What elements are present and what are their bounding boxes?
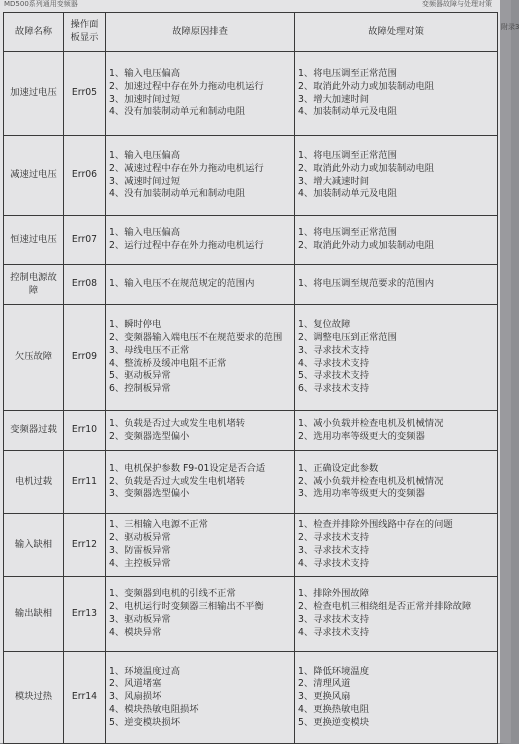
cause-line: 2、变频器选型偏小 bbox=[109, 430, 190, 442]
cause-cell bbox=[106, 305, 295, 411]
fault-name-cell: 电机过载 bbox=[4, 451, 64, 514]
cause-line: 2、电机运行时变频器三相输出不平衡 bbox=[109, 601, 264, 613]
cause-line: 4、没有加装制动单元和制动电阻 bbox=[109, 106, 246, 118]
cause-line: 1、负载是否过大或发生电机堵转 bbox=[109, 417, 246, 429]
cause-line: 2、变频器输入端电压不在规范要求的范围 bbox=[109, 331, 283, 343]
action-line: 2、取消此外动力或加装制动电阻 bbox=[298, 240, 435, 251]
fault-table bbox=[3, 12, 498, 744]
action-line: 1、复位故障 bbox=[298, 319, 351, 331]
action-line: 2、减小负载并检查电机及机械情况 bbox=[298, 475, 444, 487]
fault-name-cell: 控制电源故障 bbox=[4, 265, 64, 305]
cause-line: 3、驱动板异常 bbox=[109, 614, 171, 625]
cause-line: 4、没有加装制动单元和制动电阻 bbox=[109, 188, 246, 200]
cause-line: 4、模块异常 bbox=[109, 626, 162, 638]
cause-line: 1、环境温度过高 bbox=[109, 665, 180, 677]
action-line: 1、正确设定此参数 bbox=[298, 462, 379, 474]
cause-line: 3、母线电压不正常 bbox=[109, 344, 190, 356]
cause-line: 1、输入电压偏高 bbox=[109, 67, 180, 79]
action-line: 2、选用功率等级更大的变频器 bbox=[298, 430, 425, 442]
action-line: 1、将电压调至正常范围 bbox=[298, 227, 397, 239]
running-header bbox=[0, 0, 500, 8]
cause-line: 6、控制板异常 bbox=[109, 383, 171, 395]
action-line: 3、寻求技术支持 bbox=[298, 545, 369, 556]
cause-line: 1、电机保护参数 F9-01设定是否合适 bbox=[109, 462, 266, 474]
action-line: 1、将电压调至正常范围 bbox=[298, 149, 397, 161]
action-line: 5、寻求技术支持 bbox=[298, 370, 369, 382]
action-line: 1、将电压调至正常范围 bbox=[298, 67, 397, 79]
action-line: 2、检查电机三相绕组是否正常并排除故障 bbox=[298, 601, 472, 613]
action-cell bbox=[295, 652, 498, 744]
cause-line: 2、驱动板异常 bbox=[109, 532, 171, 544]
action-cell bbox=[295, 265, 498, 305]
cause-line: 1、输入电压偏高 bbox=[109, 227, 180, 239]
column-header-cause: 故障原因排查 bbox=[106, 13, 295, 52]
fault-code-cell: Err13 bbox=[64, 577, 106, 652]
header-left-text: MD500系列通用变频器 bbox=[4, 0, 78, 8]
table-row bbox=[4, 411, 498, 451]
table-row bbox=[4, 216, 498, 265]
table-row bbox=[4, 652, 498, 744]
action-cell bbox=[295, 451, 498, 514]
cause-line: 5、驱动板异常 bbox=[109, 370, 171, 382]
table-row bbox=[4, 136, 498, 216]
action-line: 2、寻求技术支持 bbox=[298, 532, 369, 544]
action-line: 4、加装制动单元及电阻 bbox=[298, 188, 397, 200]
cause-cell bbox=[106, 52, 295, 136]
action-line: 2、取消此外动力或加装制动电阻 bbox=[298, 162, 435, 174]
cause-line: 3、防雷板异常 bbox=[109, 545, 171, 556]
column-header-action: 故障处理对策 bbox=[295, 13, 498, 52]
action-line: 1、检查并排除外围线路中存在的问题 bbox=[298, 519, 453, 531]
cause-cell bbox=[106, 265, 295, 305]
column-header-fault-name: 故障名称 bbox=[4, 13, 64, 52]
action-line: 3、寻求技术支持 bbox=[298, 614, 369, 625]
cause-cell bbox=[106, 652, 295, 744]
action-line: 3、寻求技术支持 bbox=[298, 344, 369, 356]
fault-code-cell: Err05 bbox=[64, 52, 106, 136]
cause-line: 3、风扇损坏 bbox=[109, 691, 162, 703]
fault-code-cell: Err12 bbox=[64, 514, 106, 577]
action-line: 3、增大加速时间 bbox=[298, 93, 369, 105]
cause-line: 2、风道堵塞 bbox=[109, 678, 162, 690]
cause-line: 1、输入电压不在规范规定的范围内 bbox=[109, 278, 255, 290]
fault-code-cell: Err08 bbox=[64, 265, 106, 305]
cause-line: 3、变频器选型偏小 bbox=[109, 488, 190, 500]
action-line: 3、选用功率等级更大的变频器 bbox=[298, 488, 425, 500]
table-row bbox=[4, 577, 498, 652]
fault-code-cell: Err11 bbox=[64, 451, 106, 514]
fault-name-cell: 变频器过载 bbox=[4, 411, 64, 451]
table-row bbox=[4, 52, 498, 136]
action-cell bbox=[295, 305, 498, 411]
action-line: 1、将电压调至规范要求的范围内 bbox=[298, 278, 435, 290]
cause-cell bbox=[106, 136, 295, 216]
action-line: 2、取消此外动力或加装制动电阻 bbox=[298, 80, 435, 92]
cause-line: 4、模块热敏电阻损坏 bbox=[109, 703, 199, 715]
cause-cell bbox=[106, 411, 295, 451]
cause-line: 1、输入电压偏高 bbox=[109, 149, 180, 161]
action-line: 4、寻求技术支持 bbox=[298, 557, 369, 569]
cause-line: 1、变频器到电机的引线不正常 bbox=[109, 588, 236, 600]
action-line: 3、更换风扇 bbox=[298, 691, 351, 703]
cause-line: 3、减速时间过短 bbox=[109, 175, 180, 187]
action-line: 1、降低环境温度 bbox=[298, 665, 369, 677]
fault-code-cell: Err07 bbox=[64, 216, 106, 265]
fault-name-cell: 加速过电压 bbox=[4, 52, 64, 136]
fault-code-cell: Err06 bbox=[64, 136, 106, 216]
cause-line: 2、加速过程中存在外力拖动电机运行 bbox=[109, 80, 264, 92]
action-line: 3、增大减速时间 bbox=[298, 175, 369, 187]
action-line: 4、寻求技术支持 bbox=[298, 357, 369, 369]
action-line: 4、加装制动单元及电阻 bbox=[298, 106, 397, 118]
action-line: 1、排除外围故障 bbox=[298, 588, 369, 600]
cause-cell bbox=[106, 577, 295, 652]
fault-code-cell: Err14 bbox=[64, 652, 106, 744]
column-header-panel-display: 操作面板显示 bbox=[64, 13, 106, 52]
action-line: 4、更换热敏电阻 bbox=[298, 703, 369, 715]
table-row bbox=[4, 305, 498, 411]
action-line: 6、寻求技术支持 bbox=[298, 383, 369, 395]
edge-label: 附录3 bbox=[501, 23, 519, 31]
next-page-edge bbox=[500, 0, 519, 743]
action-cell bbox=[295, 136, 498, 216]
cause-line: 4、主控板异常 bbox=[109, 557, 171, 569]
table-row bbox=[4, 265, 498, 305]
cause-line: 3、加速时间过短 bbox=[109, 93, 180, 105]
table-row bbox=[4, 514, 498, 577]
cause-cell bbox=[106, 451, 295, 514]
table-header-row bbox=[4, 13, 498, 52]
cause-line: 2、减速过程中存在外力拖动电机运行 bbox=[109, 162, 264, 174]
cause-cell bbox=[106, 514, 295, 577]
action-cell bbox=[295, 216, 498, 265]
fault-table-body bbox=[4, 52, 498, 744]
action-line: 4、寻求技术支持 bbox=[298, 626, 369, 638]
action-cell bbox=[295, 411, 498, 451]
header-right-text: 变频器故障与处理对策 bbox=[422, 0, 492, 8]
action-cell bbox=[295, 52, 498, 136]
fault-code-cell: Err09 bbox=[64, 305, 106, 411]
cause-line: 1、三相输入电源不正常 bbox=[109, 519, 208, 531]
cause-line: 1、瞬时停电 bbox=[109, 319, 162, 331]
action-line: 2、清理风道 bbox=[298, 678, 351, 690]
cause-line: 4、整流桥及缓冲电阻不正常 bbox=[109, 357, 227, 369]
cause-line: 5、逆变模块损坏 bbox=[109, 716, 180, 728]
fault-name-cell: 输入缺相 bbox=[4, 514, 64, 577]
fault-name-cell: 减速过电压 bbox=[4, 136, 64, 216]
table-row bbox=[4, 451, 498, 514]
action-cell bbox=[295, 577, 498, 652]
fault-name-cell: 欠压故障 bbox=[4, 305, 64, 411]
fault-code-cell: Err10 bbox=[64, 411, 106, 451]
action-line: 1、减小负载并检查电机及机械情况 bbox=[298, 417, 444, 429]
fault-name-cell: 输出缺相 bbox=[4, 577, 64, 652]
cause-cell bbox=[106, 216, 295, 265]
fault-name-cell: 恒速过电压 bbox=[4, 216, 64, 265]
action-line: 5、更换逆变模块 bbox=[298, 716, 369, 728]
action-line: 2、调整电压到正常范围 bbox=[298, 331, 397, 343]
cause-line: 2、负载是否过大或发生电机堵转 bbox=[109, 475, 246, 487]
cause-line: 2、运行过程中存在外力拖动电机运行 bbox=[109, 240, 264, 251]
fault-name-cell: 模块过热 bbox=[4, 652, 64, 744]
action-cell bbox=[295, 514, 498, 577]
